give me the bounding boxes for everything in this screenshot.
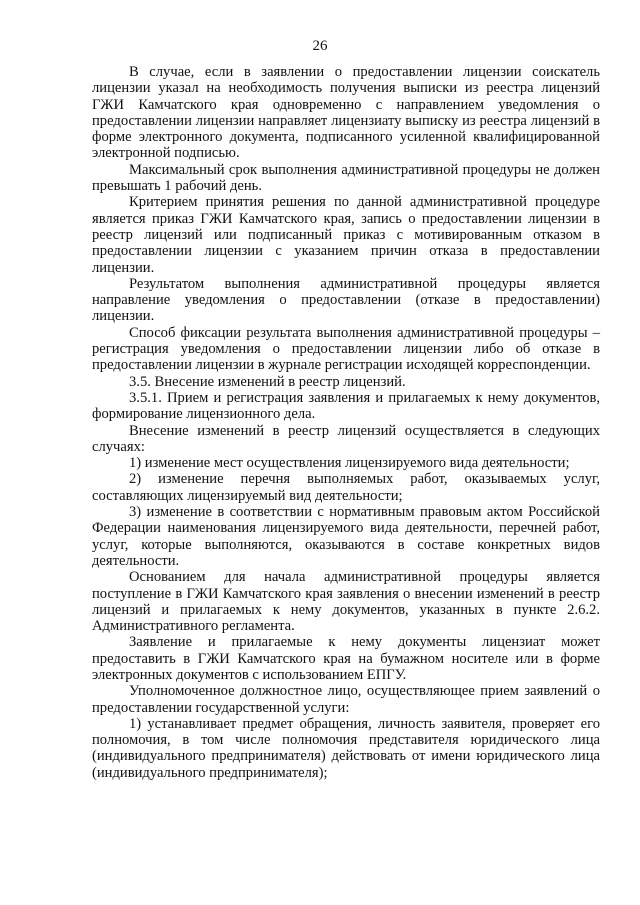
paragraph-fixation-method: Способ фиксации результата выполнения административной процедуры – регистрация уведомления о предоставлении лицензии либо об отказе в предоставлении лицензии в журнале регистрации исходящей корреспонденции. [92,324,600,374]
paragraph-max-duration: Максимальный срок выполнения административной процедуры не должен превышать 1 рабочий день. [92,161,600,195]
document-body [92,64,600,781]
duty-item-1: 1) устанавливает предмет обращения, личность заявителя, проверяет его полномочия, в том числе полномочия представителя юридического лица (индивидуального предпринимателя) действовать от имени юридического лица (индивидуального предпринимателя); [92,715,600,781]
paragraph-procedure-basis: Основанием для начала административной процедуры является поступление в ГЖИ Камчатского края заявления о внесении изменений в реестр лицензий и прилагаемых к нему документов, указанных в пункте 2.6.2. Административного регламента. [92,569,600,635]
paragraph-procedure-result: Результатом выполнения административной процедуры является направление уведомления о предоставлении (отказе в предоставлении) лицензии. [92,275,600,325]
list-item-3: 3) изменение в соответствии с нормативным правовым актом Российской Федерации наименования лицензируемого вида деятельности, перечней работ, услуг, которые выполняются, оказываются в составе конкретных видов деятельности. [92,504,600,569]
list-item-2: 2) изменение перечня выполняемых работ, оказываемых услуг, составляющих лицензируемый вид деятельности; [92,471,600,504]
paragraph-decision-criterion: Критерием принятия решения по данной административной процедуре является приказ ГЖИ Камчатского края, запись о предоставлении лицензии в реестр лицензий или подписанный приказ с мотивированным отказом в предоставлении лицензии с указанием причин отказа в предоставлении лицензии. [92,194,600,276]
paragraph-extract-delivery: В случае, если в заявлении о предоставлении лицензии соискатель лицензии указал на необходимость получения выписки из реестра лицензий ГЖИ Камчатского края одновременно с направлением уведомления о предоставлении лицензии направляет лицензиату выписку из реестра лицензий в форме электронного документа, подписанного усиленной квалифицированной электронной подписью. [92,64,600,162]
page-number: 26 [312,38,328,54]
paragraph-changes-cases: Внесение изменений в реестр лицензий осуществляется в следующих случаях: [92,422,600,455]
section-heading-3-5: 3.5. Внесение изменений в реестр лицензий. [129,373,406,390]
section-heading-3-5-1: 3.5.1. Прием и регистрация заявления и прилагаемых к нему документов, формирование лицензионного дела. [92,389,600,423]
paragraph-official-duties: Уполномоченное должностное лицо, осуществляющее прием заявлений о предоставлении государственной услуги: [92,683,600,716]
list-item-1: 1) изменение мест осуществления лицензируемого вида деятельности; [129,455,570,472]
paragraph-submission-forms: Заявление и прилагаемые к нему документы лицензиат может предоставить в ГЖИ Камчатского края на бумажном носителе или в форме электронных документов с использованием ЕПГУ. [92,634,600,683]
